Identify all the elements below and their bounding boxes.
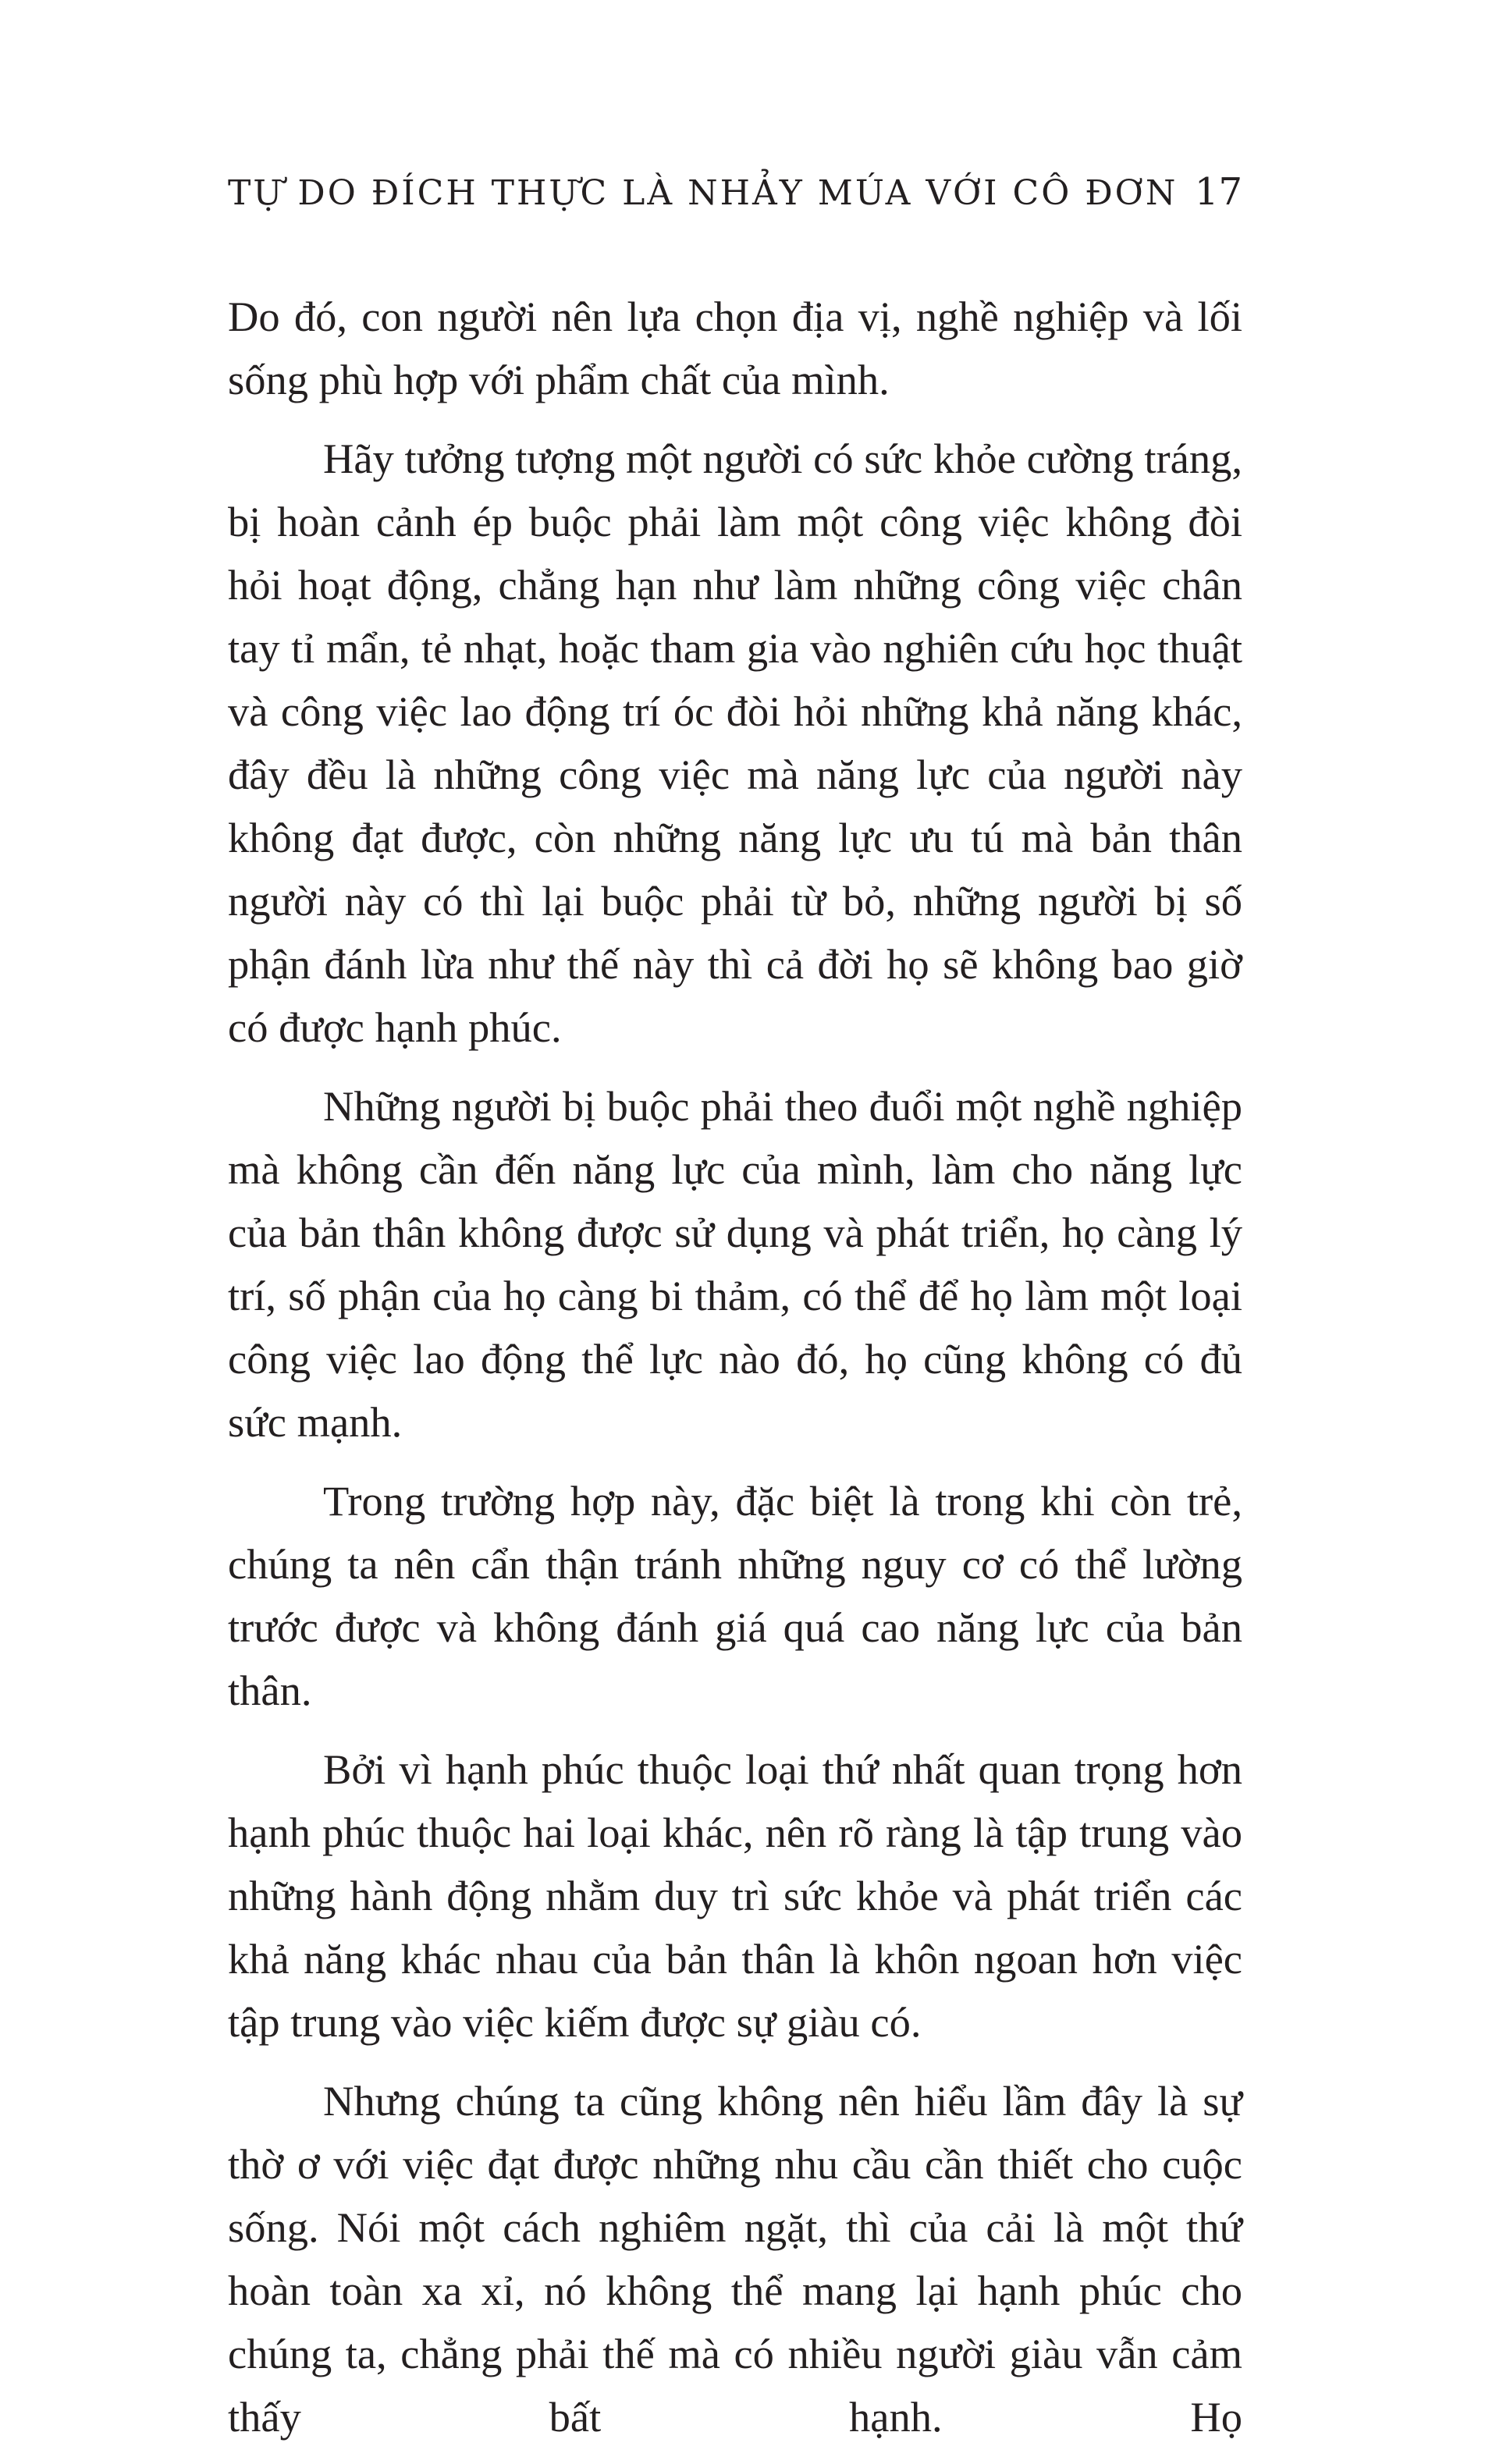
paragraph: Hãy tưởng tượng một người có sức khỏe cường tráng, bị hoàn cảnh ép buộc phải làm một công việc không đòi hỏi hoạt động, chẳng hạn như làm những công việc chân tay tỉ mẩn, tẻ nhạt, hoặc tham gia vào nghiên cứu học thuật và công việc lao động trí óc đòi hỏi những khả năng khác, đây đều là những công việc mà năng lực của người này không đạt được, còn những năng lực ưu tú mà bản thân người này có thì lại buộc phải từ bỏ, những người bị số phận đánh lừa như thế này thì cả đời họ sẽ không bao giờ có được hạnh phúc. <box>228 435 1242 1051</box>
paragraph: Trong trường hợp này, đặc biệt là trong khi còn trẻ, chúng ta nên cẩn thận tránh những nguy cơ có thể lường trước được và không đánh giá quá cao năng lực của bản thân. <box>228 1477 1242 1714</box>
paragraph: Nhưng chúng ta cũng không nên hiểu lầm đây là sự thờ ơ với việc đạt được những nhu cầu cần thiết cho cuộc sống. Nói một cách nghiêm ngặt, thì của cải là một thứ hoàn toàn xa xỉ, nó không thể mang lại hạnh phúc cho chúng ta, chẳng phải thế mà có nhiều người giàu vẫn cảm thấy bất hạnh. Họ <box>228 2077 1242 2441</box>
body-text <box>228 285 1242 2464</box>
paragraph: Những người bị buộc phải theo đuổi một nghề nghiệp mà không cần đến năng lực của mình, làm cho năng lực của bản thân không được sử dụng và phát triển, họ càng lý trí, số phận của họ càng bi thảm, có thể để họ làm một loại công việc lao động thể lực nào đó, họ cũng không có đủ sức mạnh. <box>228 1082 1242 1446</box>
page-number: 17 <box>1194 170 1242 214</box>
paragraph: Do đó, con người nên lựa chọn địa vị, nghề nghiệp và lối sống phù hợp với phẩm chất của mình. <box>228 293 1242 403</box>
paragraph: Bởi vì hạnh phúc thuộc loại thứ nhất quan trọng hơn hạnh phúc thuộc hai loại khác, nên rõ ràng là tập trung vào những hành động nhằm duy trì sức khỏe và phát triển các khả năng khác nhau của bản thân là khôn ngoan hơn việc tập trung vào việc kiếm được sự giàu có. <box>228 1745 1242 2046</box>
running-header <box>228 170 1242 225</box>
chapter-title: TỰ DO ĐÍCH THỰC LÀ NHẢY MÚA VỚI CÔ ĐƠN <box>228 173 1178 213</box>
